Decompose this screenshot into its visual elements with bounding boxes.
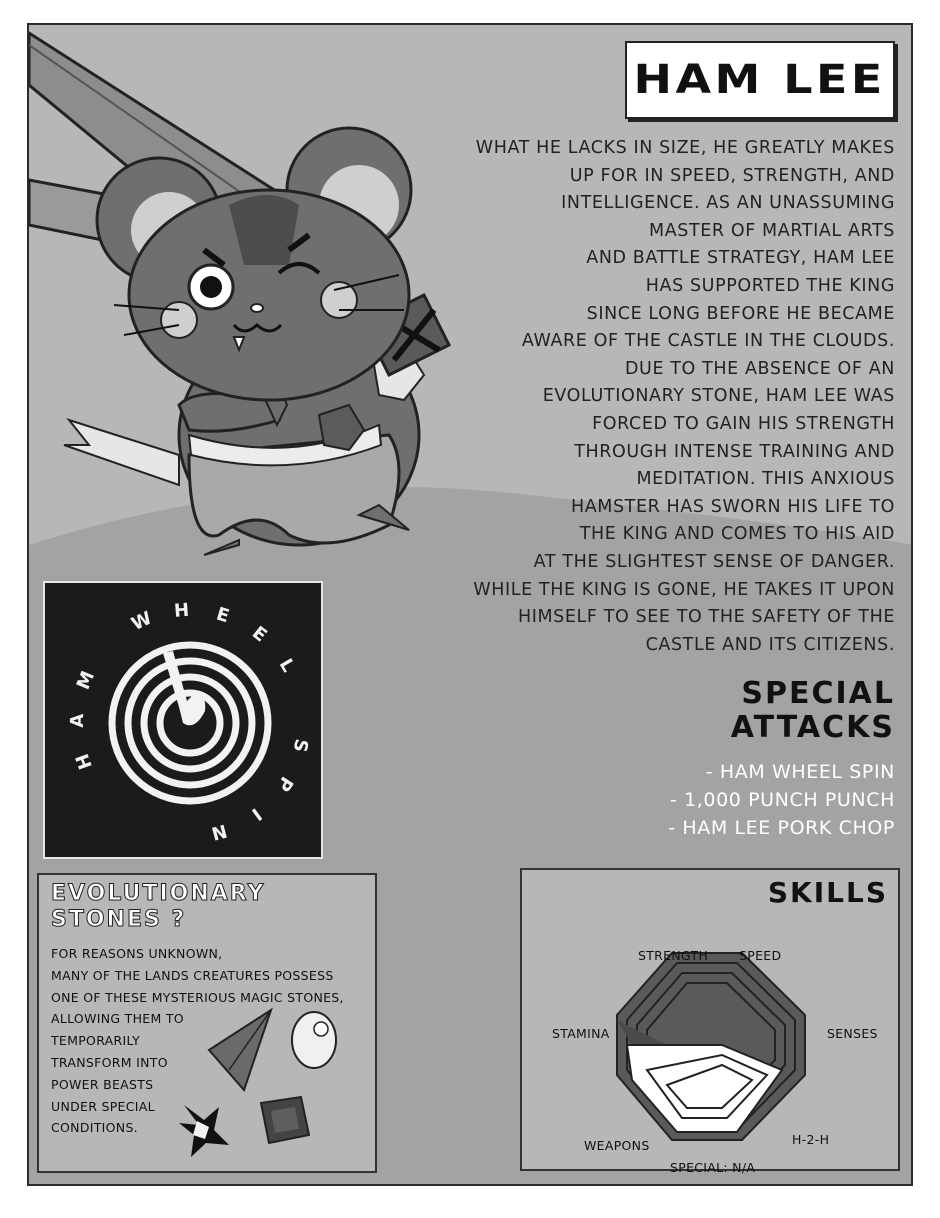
oval-gem-icon bbox=[292, 1012, 336, 1068]
emblem-letter: I bbox=[247, 803, 266, 825]
attack-item: - 1,000 PUNCH PUNCH bbox=[669, 789, 895, 811]
bio-line: WHAT HE LACKS IN SIZE, HE GREATLY MAKES bbox=[475, 138, 895, 158]
attack-item: - HAM WHEEL SPIN bbox=[705, 761, 895, 783]
text-line: CONDITIONS. bbox=[51, 1120, 138, 1136]
bio-line: UP FOR IN SPEED, STRENGTH, AND bbox=[569, 165, 895, 186]
skills-panel bbox=[520, 868, 900, 1175]
skill-label-special: SPECIAL: N/A bbox=[670, 1160, 756, 1175]
skill-label-stamina: STAMINA bbox=[552, 1026, 610, 1041]
skill-label-senses: SENSES bbox=[827, 1026, 878, 1041]
text-line: TEMPORARILY bbox=[51, 1033, 141, 1049]
bio-line: DUE TO THE ABSENCE OF AN bbox=[624, 358, 895, 379]
character-name-plate bbox=[625, 41, 895, 119]
emblem-letter: N bbox=[209, 819, 230, 844]
bio-line: SINCE LONG BEFORE HE BECAME bbox=[586, 303, 895, 324]
skill-label-h2h: H-2-H bbox=[792, 1132, 830, 1147]
square-gem-icon bbox=[261, 1097, 309, 1143]
skill-label-speed: SPEED bbox=[739, 948, 782, 963]
ham-wheel-emblem bbox=[43, 581, 323, 859]
skill-label-strength: STRENGTH bbox=[638, 948, 709, 963]
heading-line: EVOLUTIONARY bbox=[51, 881, 266, 906]
diamond-stone-icon bbox=[209, 1010, 271, 1090]
heading-line: SPECIAL bbox=[741, 676, 895, 711]
bio-line: EVOLUTIONARY STONE, HAM LEE WAS bbox=[542, 386, 895, 407]
emblem-letter: L bbox=[274, 655, 299, 676]
special-attacks-heading bbox=[731, 677, 895, 745]
bio-line: INTELLIGENCE. AS AN UNASSUMING bbox=[561, 193, 895, 214]
text-line: ONE OF THESE MYSTERIOUS MAGIC STONES, bbox=[51, 989, 344, 1005]
heading-line: STONES ? bbox=[51, 907, 187, 932]
emblem-letter: A bbox=[66, 713, 89, 728]
bio-line: CASTLE AND ITS CITIZENS. bbox=[645, 634, 895, 655]
bio-line: FORCED TO GAIN HIS STRENGTH bbox=[592, 413, 895, 434]
character-name: HAM LEE bbox=[633, 57, 887, 103]
bio-line: MEDITATION. THIS ANXIOUS bbox=[636, 469, 895, 490]
skills-heading: SKILLS bbox=[767, 876, 888, 909]
skills-radar-chart bbox=[522, 870, 898, 1169]
emblem-letter: E bbox=[213, 603, 232, 628]
shuriken-stone-icon bbox=[179, 1105, 229, 1157]
text-line: FOR REASONS UNKNOWN, bbox=[51, 946, 223, 961]
bio-line: AND BATTLE STRATEGY, HAM LEE bbox=[586, 248, 895, 269]
emblem-letter: P bbox=[272, 772, 298, 795]
emblem-letter: E bbox=[248, 622, 271, 647]
bio-line: AT THE SLIGHTEST SENSE OF DANGER. bbox=[533, 551, 895, 572]
stones-illustration bbox=[39, 875, 375, 1171]
text-line: ALLOWING THEM TO bbox=[51, 1011, 184, 1027]
bio-line: AWARE OF THE CASTLE IN THE CLOUDS. bbox=[521, 331, 895, 352]
special-attacks-list bbox=[668, 758, 895, 842]
skill-label-weapons: WEAPONS bbox=[584, 1138, 650, 1153]
bio-line: THE KING AND COMES TO HIS AID bbox=[579, 524, 895, 545]
spiral-wheel-icon bbox=[45, 583, 321, 857]
emblem-letter: H bbox=[173, 599, 190, 622]
bio-line: MASTER OF MARTIAL ARTS bbox=[649, 220, 895, 241]
bio-line: HIMSELF TO SEE TO THE SAFETY OF THE bbox=[517, 607, 895, 628]
bio-line: WHILE THE KING IS GONE, HE TAKES IT UPON bbox=[473, 579, 895, 600]
character-sheet bbox=[27, 23, 913, 1186]
bio-line: HAMSTER HAS SWORN HIS LIFE TO bbox=[570, 496, 895, 517]
text-line: UNDER SPECIAL bbox=[51, 1098, 155, 1114]
emblem-letter: S bbox=[288, 737, 312, 754]
emblem-letter: H bbox=[71, 750, 97, 773]
emblem-letter: W bbox=[128, 607, 156, 636]
bio-line: HAS SUPPORTED THE KING bbox=[645, 275, 895, 296]
attack-item: - HAM LEE PORK CHOP bbox=[668, 817, 895, 839]
bio-line: THROUGH INTENSE TRAINING AND bbox=[574, 441, 895, 462]
text-line: TRANSFORM INTO bbox=[51, 1054, 168, 1070]
emblem-letter: M bbox=[72, 668, 100, 693]
character-bio bbox=[415, 135, 895, 659]
evolutionary-stones-panel bbox=[37, 873, 377, 1173]
text-line: MANY OF THE LANDS CREATURES POSSESS bbox=[51, 967, 334, 983]
heading-line: ATTACKS bbox=[730, 710, 895, 745]
text-line: POWER BEASTS bbox=[51, 1076, 154, 1092]
